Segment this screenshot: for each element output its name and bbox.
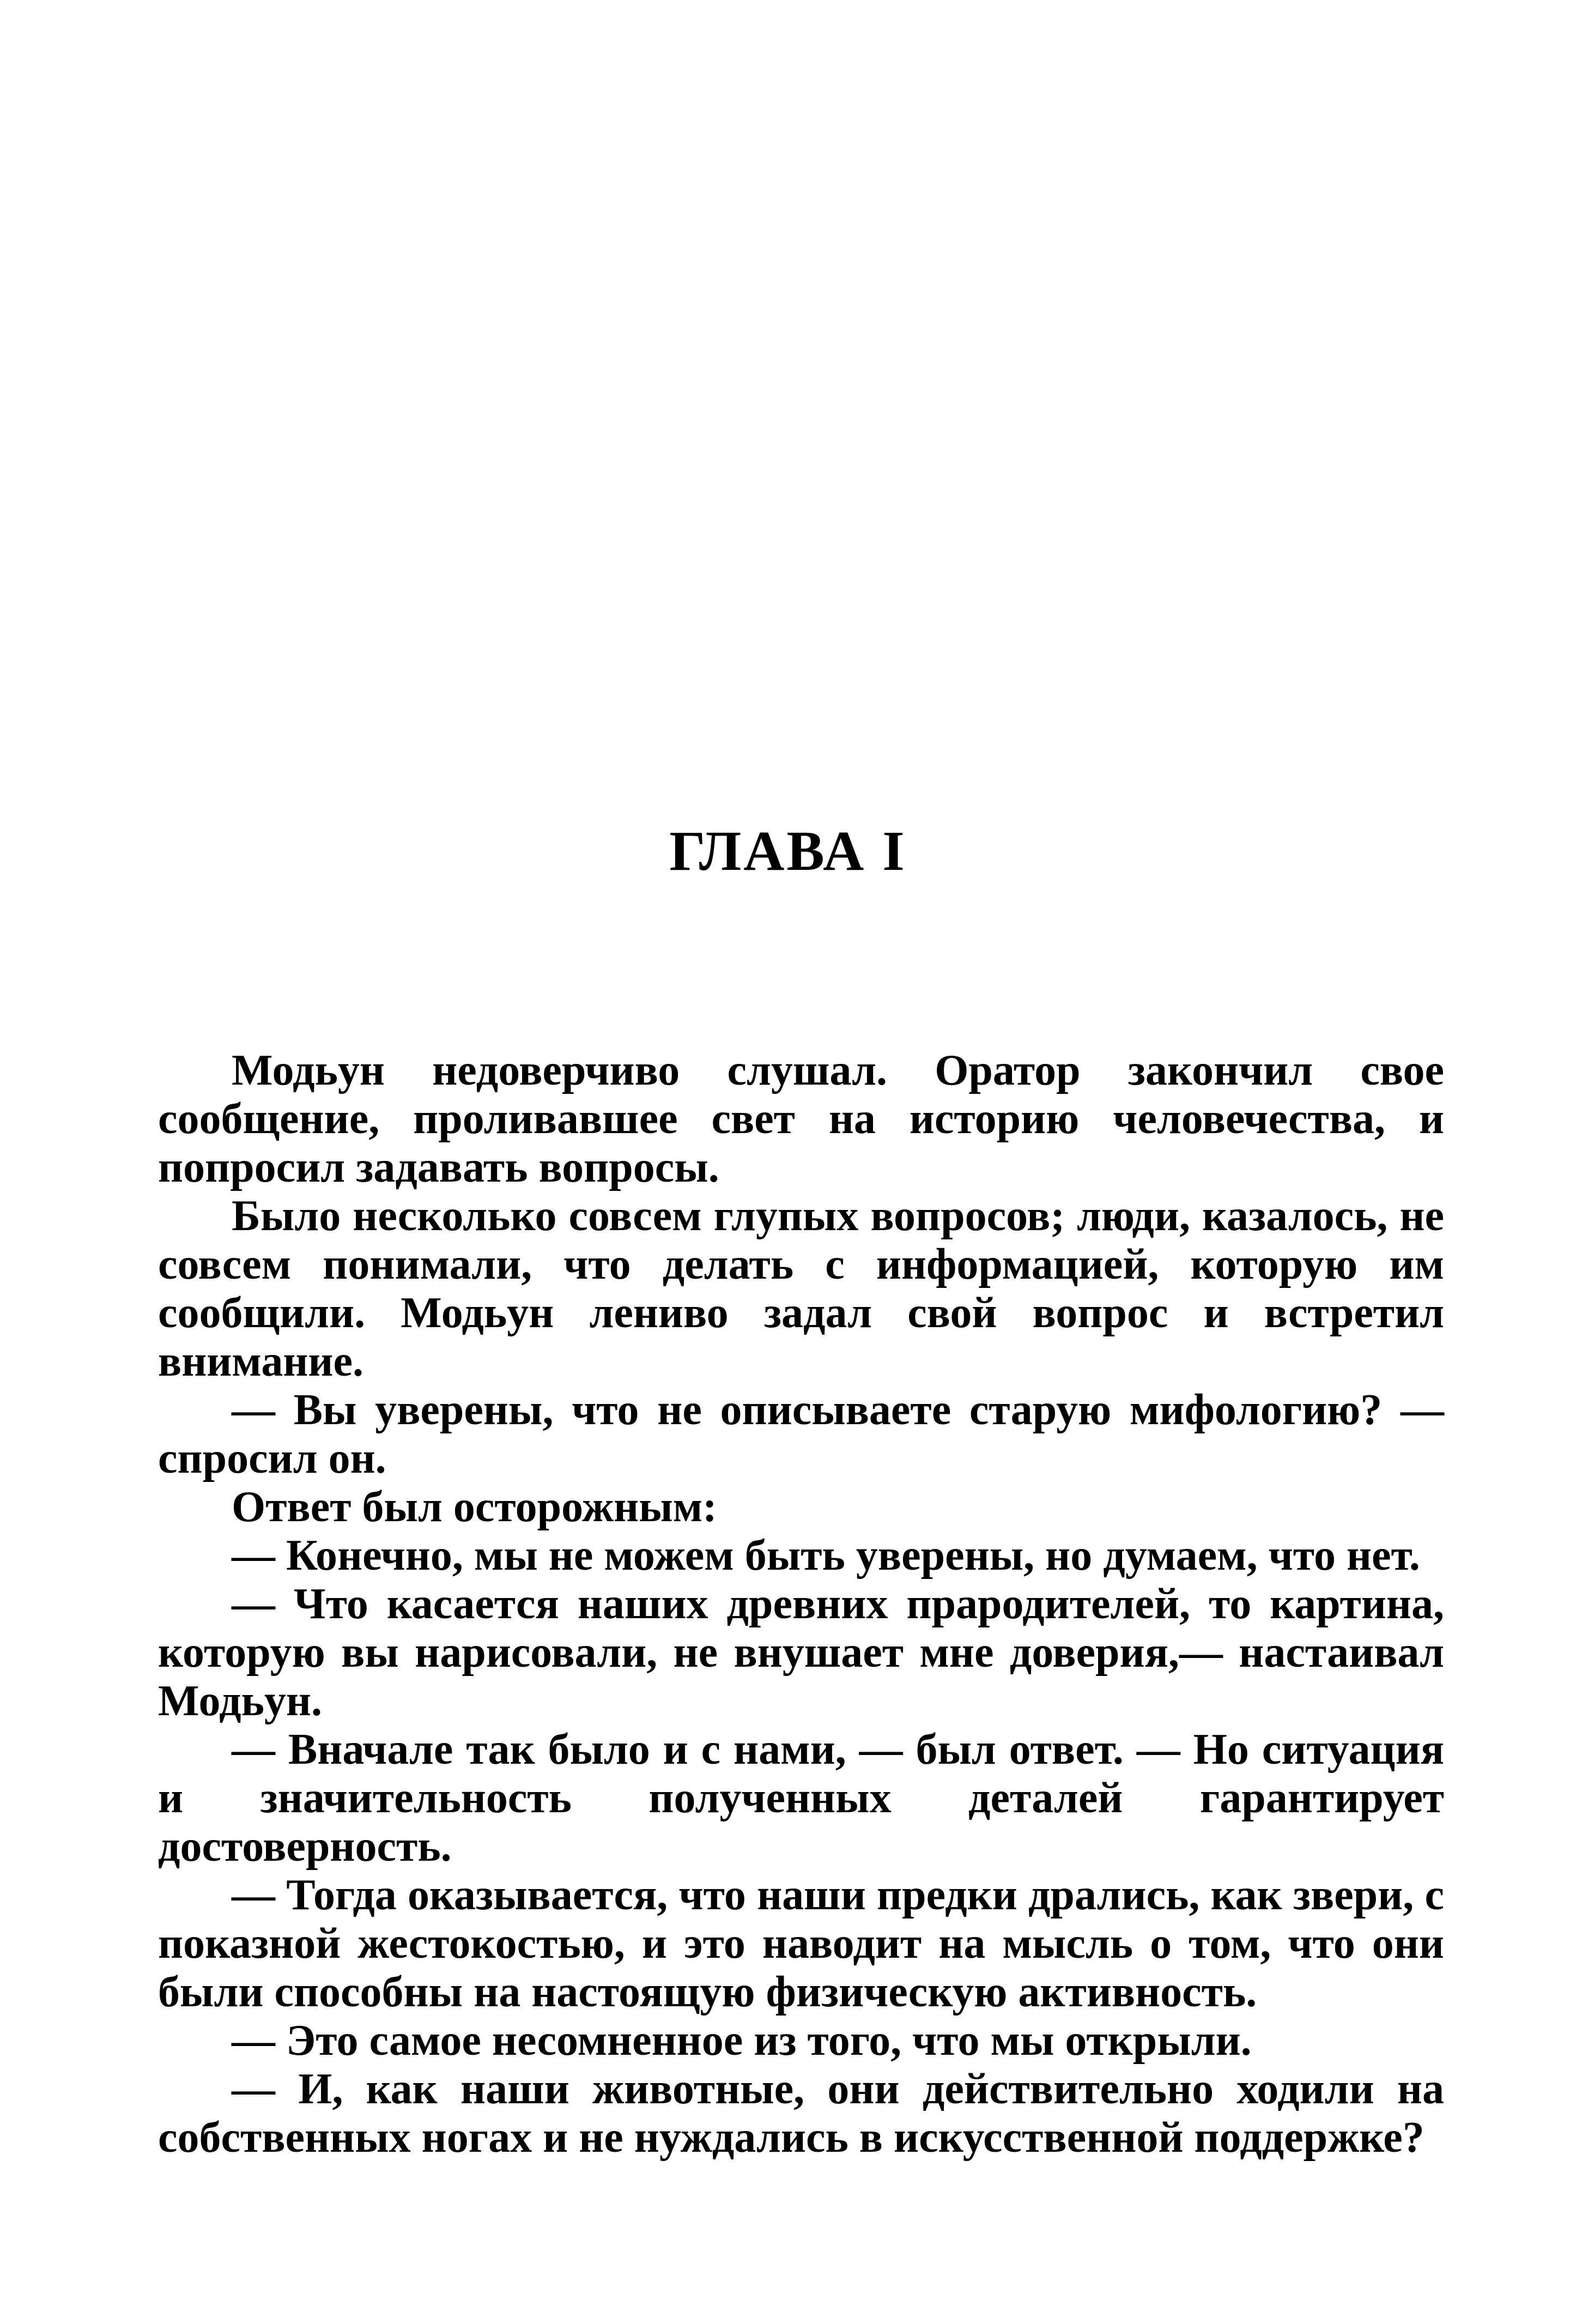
paragraph: — Что касается наших древних прародителей, то картина, которую вы нарисовали, не внушает мне доверия,— настаивал Модьун. bbox=[158, 1580, 1444, 1725]
paragraph: Модьун недоверчиво слушал. Оратор закончил свое сообщение, проливавшее свет на историю человечества, и попросил задавать вопросы. bbox=[158, 1046, 1444, 1191]
paragraph: Ответ был осторожным: bbox=[232, 1483, 717, 1531]
paragraph: Было несколько совсем глупых вопросов; люди, казалось, не совсем понимали, что делать с информацией, которую им сообщили. Модьун лениво задал свой вопрос и встретил внимание. bbox=[158, 1192, 1444, 1385]
paragraph: — Вначале так было и с нами, — был ответ. — Но ситуация и значительность полученных деталей гарантирует достоверность. bbox=[158, 1726, 1444, 1871]
paragraph: — Конечно, мы не можем быть уверены, но думаем, что нет. bbox=[232, 1532, 1420, 1579]
paragraph: — Вы уверены, что не описываете старую мифологию? — спросил он. bbox=[158, 1386, 1444, 1482]
paragraph: — И, как наши животные, они действительно ходили на собственных ногах и не нуждались в искусственной поддержке? bbox=[158, 2065, 1444, 2162]
body-text bbox=[158, 1046, 1444, 2162]
chapter-title: ГЛАВА I bbox=[669, 820, 907, 882]
paragraph: — Это самое несомненное из того, что мы открыли. bbox=[232, 2017, 1252, 2065]
paragraph: — Тогда оказывается, что наши предки дрались, как звери, с показной жестокостью, и это наводит на мысль о том, что они были способны на настоящую физическую активность. bbox=[158, 1871, 1444, 2016]
